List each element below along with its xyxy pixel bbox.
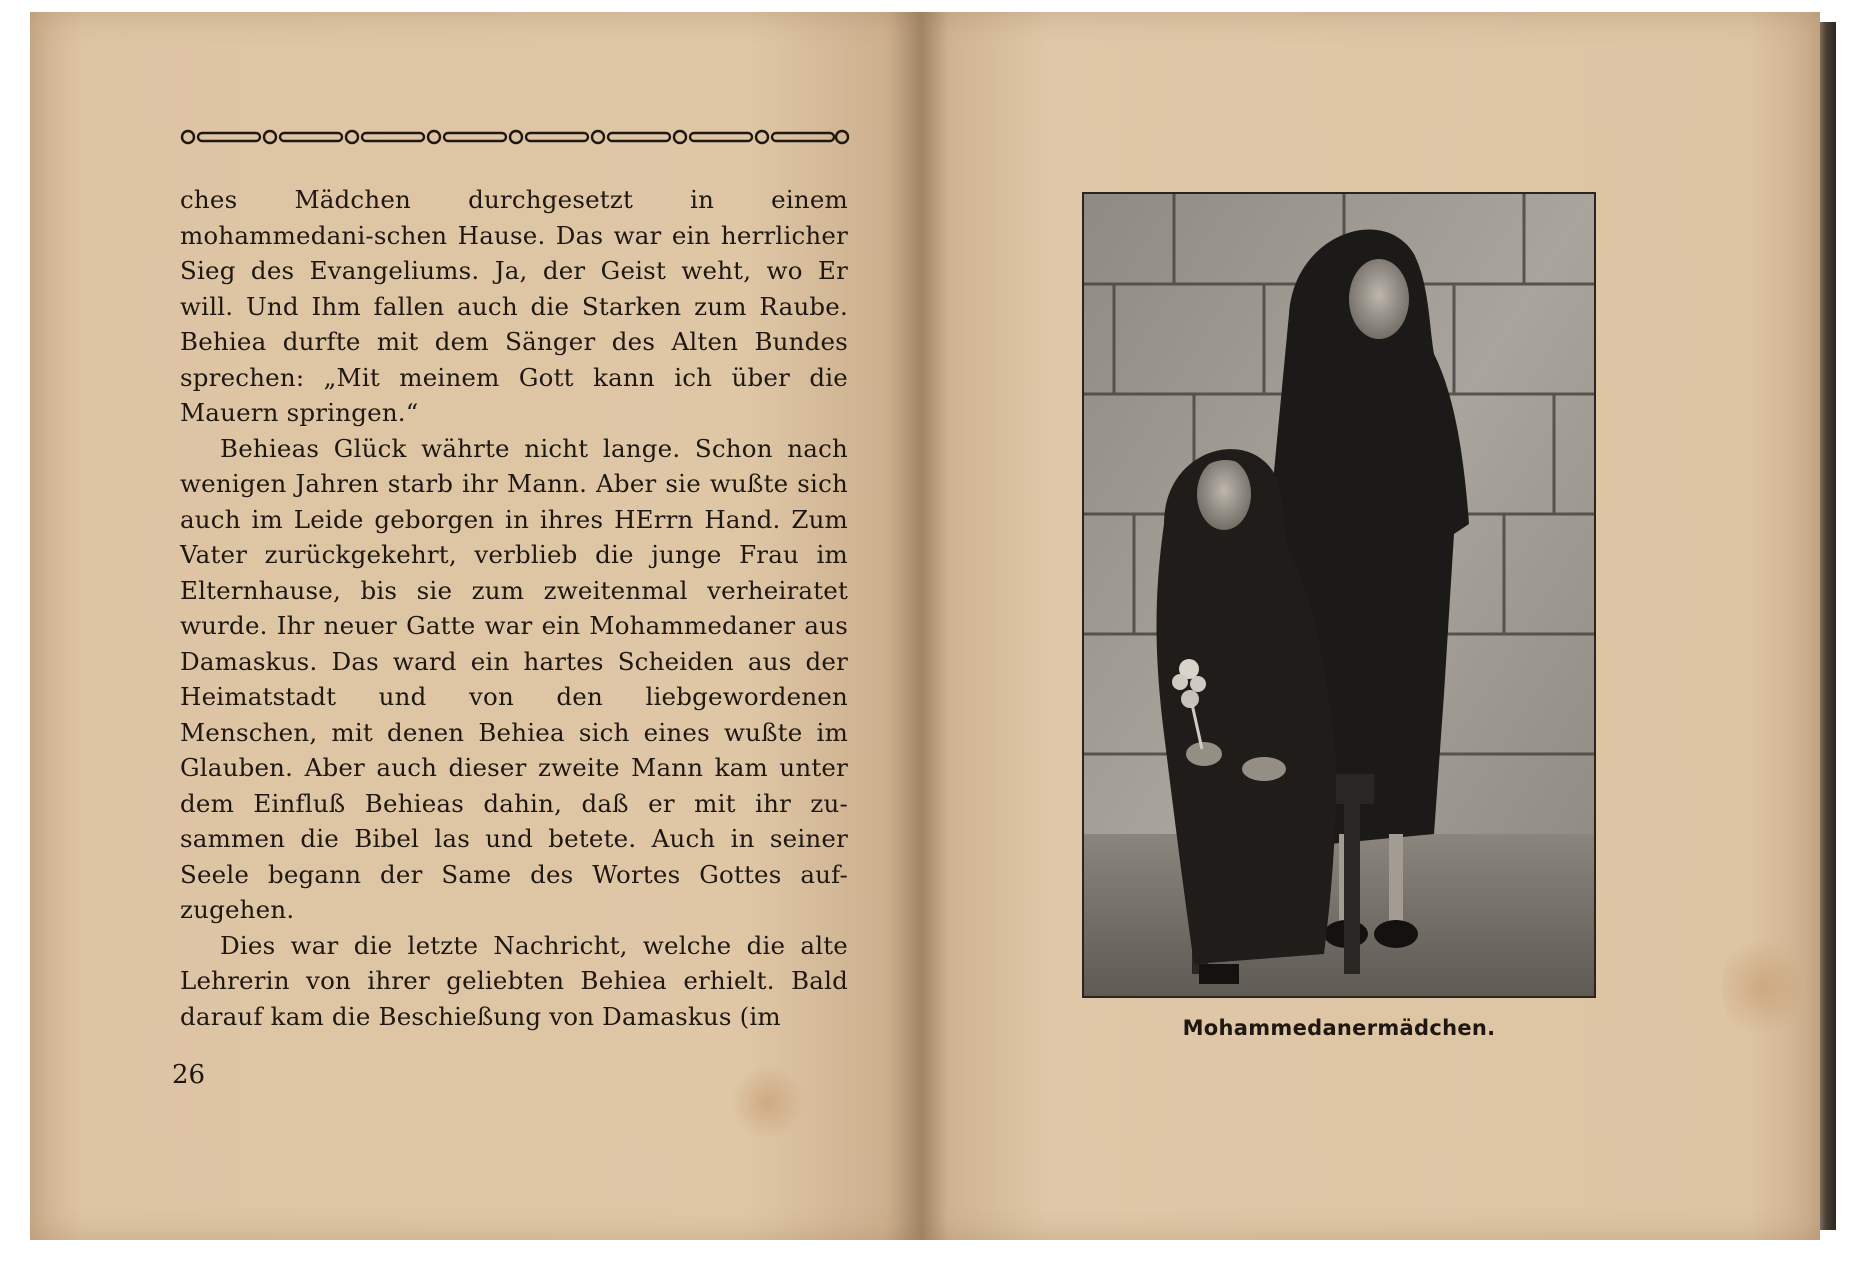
photo-two-girls (1084, 194, 1594, 996)
left-page (30, 12, 922, 1240)
paragraph-1: ches Mädchen durchgesetzt in einem mohammedani-schen Hause. Das war ein herrlicher Sieg des Evangeliums. Ja, der Geist weht, wo Er will. Und Ihm fallen auch die Starken zum Raube. Behiea durfte mit dem Sänger des Alten Bundes sprechen: „Mit meinem Gott kann ich über die Mauern springen.“ (180, 185, 848, 427)
ornamental-rule (180, 124, 850, 150)
paper-stain (732, 1062, 802, 1142)
page-number: 26 (172, 1060, 206, 1090)
open-book (30, 12, 1820, 1240)
paragraph-2: Behieas Glück währte nicht lange. Schon nach wenigen Jahren starb ihr Mann. Aber sie wußte sich auch im Leide geborgen in ihres HErrn Hand. Zum Vater zurückgekehrt, verblieb die junge Frau im Elternhause, bis sie zum zweitenmal verheiratet wurde. Ihr neuer Gatte war ein Mohammedaner aus Damaskus. Das ward ein hartes Scheiden aus der Heimatstadt und von den liebgewordenen Menschen, mit denen Behiea sich eines wußte im Glauben. Aber auch dieser zweite Mann kam unter dem Einfluß Behieas dahin, daß er mit ihr zu-sammen die Bibel las und betete. Auch in seiner Seele begann der Same des Wortes Gottes auf-zugehen. (180, 433, 848, 924)
paper-stain (1722, 932, 1802, 1042)
photograph (1082, 192, 1596, 998)
paragraph-3: Dies war die letzte Nachricht, welche die alte Lehrerin von ihrer geliebten Behiea erhielt. Bald darauf kam die Beschießung von Damaskus (im (180, 930, 848, 1031)
page-edge (1820, 22, 1836, 1230)
photo-caption: Mohammedanermädchen. (1182, 1016, 1496, 1040)
body-text (180, 182, 848, 1034)
